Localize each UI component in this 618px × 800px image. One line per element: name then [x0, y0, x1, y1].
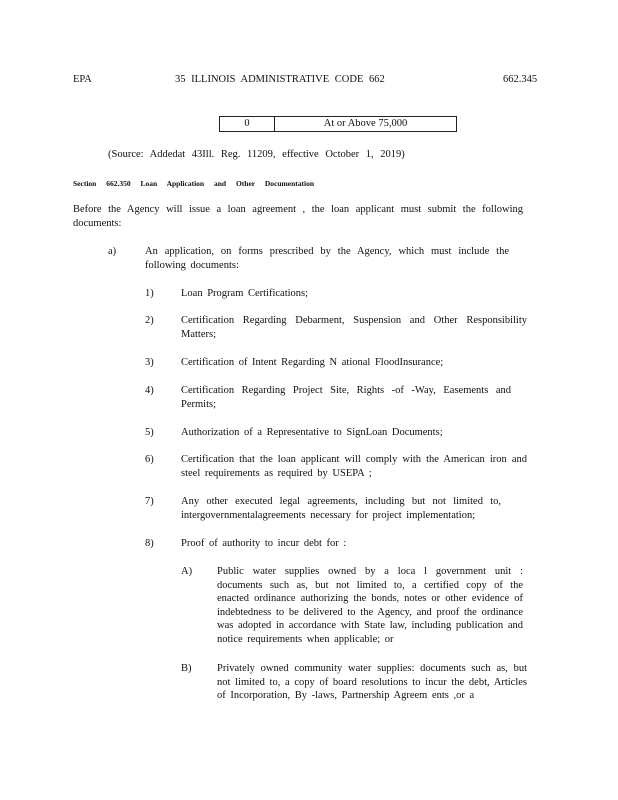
- header-title: 35 ILLINOIS ADMINISTRATIVE CODE 662: [175, 74, 385, 85]
- subitem-label: 5): [145, 427, 154, 438]
- source-note: (Source: Addedat 43Ill. Reg. 11209, effective October 1, 2019): [108, 149, 405, 160]
- subitem-text: Certification of Intent Regarding N ational FloodInsurance;: [181, 357, 444, 368]
- table-row: [220, 117, 457, 132]
- subitem-text: Proof of authority to incur debt for :: [181, 538, 347, 549]
- subitem-label: 4): [145, 385, 154, 396]
- section-heading: Section 662.350 Loan Application and Other Documentation: [73, 179, 315, 188]
- item-a-label: a): [108, 246, 117, 257]
- subitem-text: Certification Regarding Debarment, Suspension and Other Responsibility Matters;: [181, 315, 527, 340]
- subitem-text: Authorization of a Representative to SignLoan Documents;: [181, 427, 443, 438]
- subsubitem-label: B): [181, 663, 192, 674]
- subitem-text: Any other executed legal agreements, including but not limited to, intergovernmentalagreements necessary for project implementation;: [181, 496, 501, 521]
- item-a-text: An application, on forms prescribed by the Agency, which must include the following documents:: [145, 246, 509, 271]
- header-section-number: 662.345: [503, 74, 538, 85]
- subitem-text: Loan Program Certifications;: [181, 288, 309, 299]
- intro-paragraph: Before the Agency will issue a loan agreement , the loan applicant must submit the following documents:: [73, 204, 523, 229]
- amount-table: [219, 116, 457, 132]
- subitem-label: 8): [145, 538, 154, 549]
- subsubitem-label: A): [181, 566, 193, 577]
- table-cell-value: 0: [220, 117, 275, 132]
- subsubitem-text: Privately owned community water supplies: documents such as, but not limited to, a copy of board resolutions to incur the debt, Articles of Incorporation, By -laws, Partnership Agreem ents ,or a: [217, 663, 527, 701]
- header-agency: EPA: [73, 74, 92, 85]
- subitem-text: Certification Regarding Project Site, Rights -of -Way, Easements and Permits;: [181, 385, 511, 410]
- subitem-label: 3): [145, 357, 154, 368]
- subsubitem-text: Public water supplies owned by a loca l government unit : documents such as, but not limited to, a certified copy of the enacted ordinance authorizing the bonds, notes or other evidence of indebtedness to be delivered to the Agency, and proof the ordinance was adopted in accordance with State law, including publication and notice requirements when applicable; or: [217, 566, 523, 645]
- table-cell-range: At or Above 75,000: [275, 117, 457, 132]
- subitem-text: Certification that the loan applicant will comply with the American iron and steel requirements as required by USEPA ;: [181, 454, 527, 479]
- subitem-label: 1): [145, 288, 154, 299]
- subitem-label: 2): [145, 315, 154, 326]
- subitem-label: 7): [145, 496, 154, 507]
- subitem-label: 6): [145, 454, 154, 465]
